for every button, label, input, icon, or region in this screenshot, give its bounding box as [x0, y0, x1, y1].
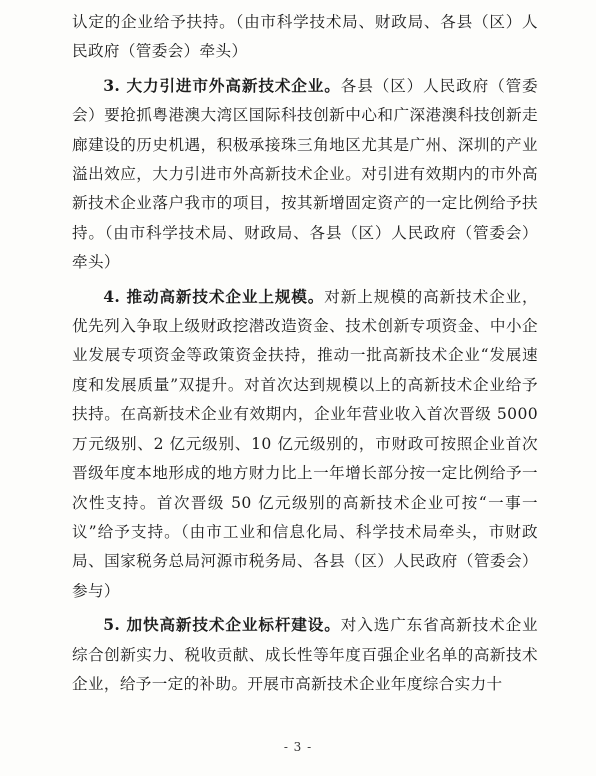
paragraph-item-3	[72, 71, 538, 278]
paragraph-heading: 3. 大力引进市外高新技术企业。	[103, 75, 341, 95]
paragraph-heading: 4. 推动高新技术企业上规模。	[103, 286, 325, 306]
paragraph-body: 对入选广东省高新技术企业综合创新实力、税收贡献、成长性等年度百强企业名单的高新技术企业，给予一定的补助。开展市高新技术企业年度综合实力十	[72, 616, 538, 693]
paragraph-item-4	[72, 282, 538, 606]
page-number: - 3 -	[283, 740, 313, 754]
paragraph-body: 各县（区）人民政府（管委会）要抢抓粤港澳大湾区国际科技创新中心和广深港澳科技创新走廊建设的历史机遇，积极承接珠三角地区尤其是广州、深圳的产业溢出效应，大力引进市外高新技术企业。对引进有效期内的市外高新技术企业落户我市的项目，按其新增固定资产的一定比例给予扶持。（由市科学技术局、财政局、各县（区）人民政府（管委会）牵头）	[72, 76, 538, 272]
paragraph-body: 对新上规模的高新技术企业，优先列入争取上级财政挖潜改造资金、技术创新专项资金、中小企业发展专项资金等政策资金扶持，推动一批高新技术企业“发展速度和发展质量”双提升。对首次达到规模以上的高新技术企业给予扶持。在高新技术企业有效期内，企业年营业收入首次晋级 5000 万元级别、2 亿元级别、10 亿元级别的，市财政可按照企业首次晋级年度本地形成的地方财力比上一年增长部分按一定比例给予一次性支持。首次晋级 50 亿元级别的高新技术企业可按“一事一议”给予支持。（由市工业和信息化局、科学技术局牵头，市财政局、国家税务总局河源市税务局、各县（区）人民政府（管委会）参与）	[72, 287, 538, 600]
paragraph-heading: 5. 加快高新技术企业标杆建设。	[103, 615, 341, 635]
paragraph-item-5	[72, 610, 538, 699]
paragraph-body: 认定的企业给予扶持。（由市科学技术局、财政局、各县（区）人民政府（管委会）牵头）	[72, 13, 538, 61]
paragraph-continued	[72, 8, 538, 67]
